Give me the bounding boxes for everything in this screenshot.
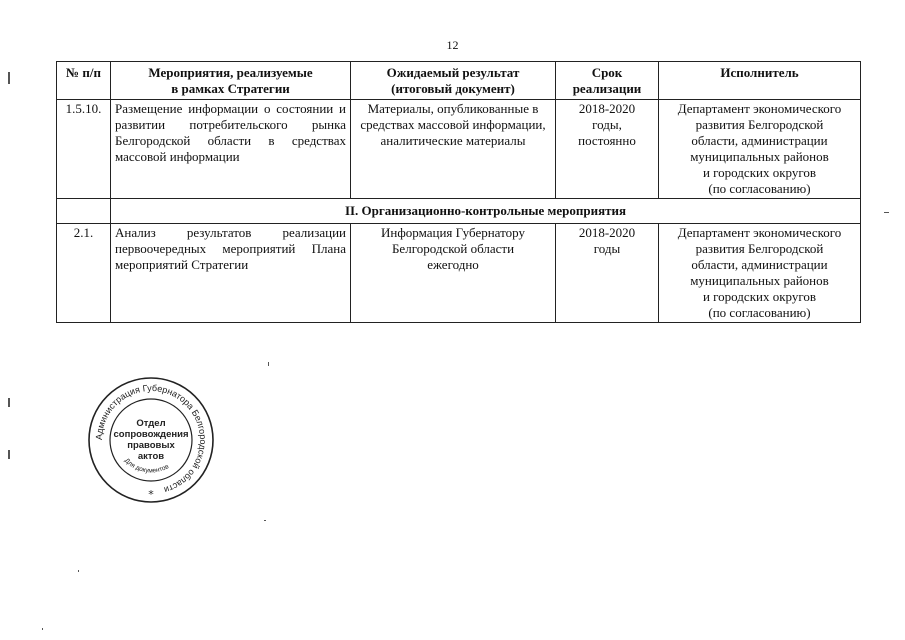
section-row — [57, 199, 861, 224]
header-activity: Мероприятия, реализуемые в рамках Стратегии — [111, 62, 351, 100]
seal-star: * — [148, 488, 154, 501]
seal-line: правовых — [127, 440, 175, 451]
scan-mark — [268, 362, 269, 366]
header-number: № п/п — [57, 62, 111, 100]
scan-mark — [78, 570, 79, 572]
section-title: II. Организационно-контрольные мероприятия — [111, 199, 861, 224]
header-executor: Исполнитель — [659, 62, 861, 100]
scan-mark — [264, 520, 266, 521]
activities-table — [56, 61, 861, 323]
header-term: Срок реализации — [556, 62, 659, 100]
row-term: 2018-2020 годы — [556, 224, 659, 323]
scan-mark — [42, 628, 43, 630]
scan-mark — [8, 398, 10, 407]
row-executor: Департамент экономического развития Белгородской области, администрации муниципальных районов и городских округов (по согласованию) — [659, 224, 861, 323]
seal-line: сопровождения — [113, 429, 189, 440]
row-term: 2018-2020 годы, постоянно — [556, 100, 659, 199]
scan-mark — [8, 72, 10, 84]
table-header-row — [57, 62, 861, 100]
scan-mark — [8, 450, 10, 459]
seal-ring-text: Администрация Губернатора Белгородской области — [93, 382, 209, 496]
row-executor: Департамент экономического развития Белгородской области, администрации муниципальных районов и городских округов (по согласованию) — [659, 100, 861, 199]
row-activity: Размещение информации о состоянии и развитии потребительского рынка Белгородской области в средствах массовой информации — [111, 100, 351, 199]
seal-line: актов — [137, 451, 165, 462]
header-result: Ожидаемый результат (итоговый документ) — [351, 62, 556, 100]
row-result: Материалы, опубликованные в средствах массовой информации, аналитические материалы — [351, 100, 556, 199]
seal-line: Отдел — [136, 418, 166, 429]
row-result: Информация Губернатору Белгородской области ежегодно — [351, 224, 556, 323]
table-row — [57, 100, 861, 199]
row-activity: Анализ результатов реализации первоочередных мероприятий Плана мероприятий Стратегии — [111, 224, 351, 323]
row-number: 1.5.10. — [57, 100, 111, 199]
page-number: 12 — [446, 38, 459, 52]
seal-stamp — [86, 375, 216, 505]
scan-mark — [884, 212, 889, 213]
seal-center-text — [86, 375, 216, 505]
row-number: 2.1. — [57, 224, 111, 323]
seal-inner-bottom-text: Для документов — [122, 457, 171, 475]
table-row — [57, 224, 861, 323]
section-number-cell — [57, 199, 111, 224]
